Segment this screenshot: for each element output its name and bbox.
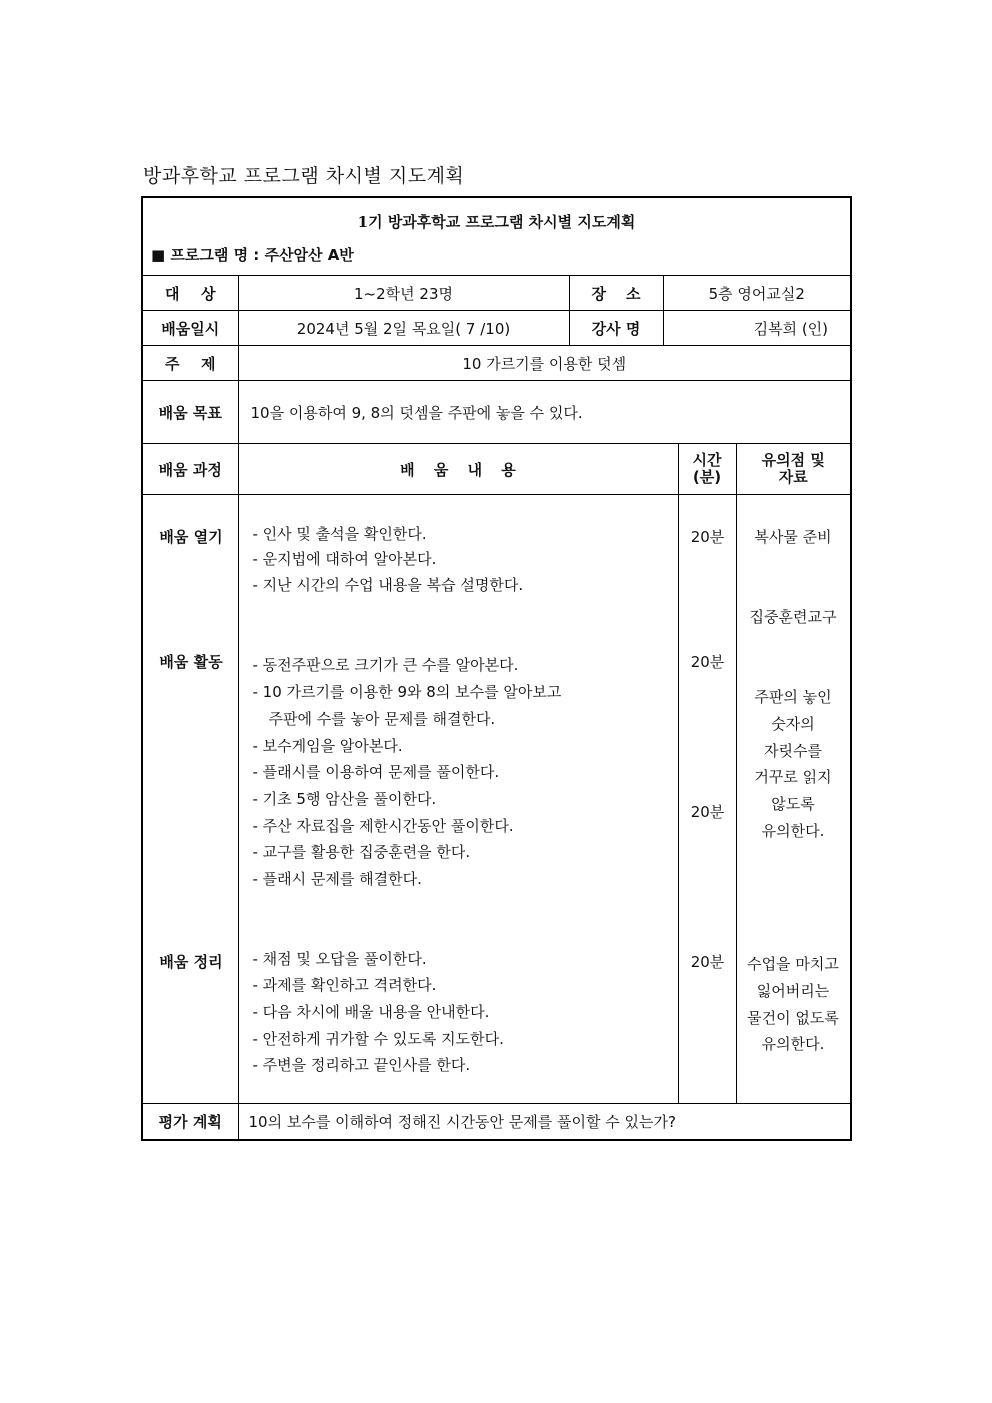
list-item: - 플래시 문제를 해결한다.: [252, 870, 422, 888]
time-activity-2: 20분: [690, 803, 725, 821]
place-value: 5층 영어교실2: [663, 276, 851, 311]
note-line: 물건이 없도록: [747, 1009, 839, 1027]
note-line: 유의한다.: [761, 822, 825, 840]
time-column: [678, 495, 736, 1104]
list-item: - 운지법에 대하여 알아본다.: [252, 550, 437, 568]
target-label: 대 상: [142, 276, 238, 311]
list-item: - 교구를 활용한 집중훈련을 한다.: [252, 843, 471, 861]
list-item: - 플래시를 이용하여 문제를 풀이한다.: [252, 763, 500, 781]
list-item: - 10 가르기를 이용한 9와 8의 보수를 알아보고: [252, 683, 562, 701]
note-line: 거꾸로 읽지: [754, 768, 832, 786]
document-heading: 방과후학교 프로그램 차시별 지도계획: [143, 165, 465, 187]
time-activity: 20분: [690, 653, 725, 671]
eval-label: 평가 계획: [142, 1104, 238, 1141]
time-header-line2: (분): [692, 468, 722, 486]
goal-value: 10을 이용하여 9, 8의 덧셈을 주판에 놓을 수 있다.: [238, 381, 851, 444]
list-item: - 안전하게 귀가할 수 있도록 지도한다.: [252, 1030, 504, 1048]
note-line: 주판의 놓인: [754, 688, 832, 706]
time-open: 20분: [690, 528, 725, 546]
topic-value: 10 가르기를 이용한 덧셈: [238, 346, 851, 381]
time-header-line1: 시간: [692, 451, 722, 469]
date-label: 배움일시: [142, 311, 238, 346]
topic-label: 주 제: [142, 346, 238, 381]
list-item: - 주산 자료집을 제한시간동안 풀이한다.: [252, 817, 514, 835]
phase-label-wrap: 배움 정리: [159, 953, 223, 971]
note-line: 않도록: [771, 795, 815, 813]
teacher-label: 강사 명: [569, 311, 663, 346]
list-item: 주판에 수를 놓아 문제를 해결한다.: [268, 710, 496, 728]
table-title: 1기 방과후학교 프로그램 차시별 지도계획: [142, 197, 851, 244]
content-header: 배 움 내 용: [238, 444, 678, 495]
note-line: 수업을 마치고: [747, 955, 839, 973]
target-value: 1~2학년 23명: [238, 276, 569, 311]
list-item: - 다음 차시에 배울 내용을 안내한다.: [252, 1003, 490, 1021]
phase-label-activity: 배움 활동: [159, 653, 223, 671]
list-item: - 채점 및 오답을 풀이한다.: [252, 950, 427, 968]
note-line: 유의한다.: [761, 1035, 825, 1053]
list-item: - 인사 및 출석을 확인한다.: [252, 525, 427, 543]
notes-header-line2: 자료: [778, 468, 808, 486]
content-column: [238, 495, 678, 1104]
note-line: 복사물 준비: [754, 528, 832, 546]
place-label: 장 소: [569, 276, 663, 311]
process-column: [142, 495, 238, 1104]
list-item: - 보수게임을 알아본다.: [252, 737, 403, 755]
list-item: - 지난 시간의 수업 내용을 복습 설명한다.: [252, 576, 524, 594]
goal-label: 배움 목표: [142, 381, 238, 444]
notes-header: [736, 444, 851, 495]
list-item: - 기초 5행 암산을 풀이한다.: [252, 790, 437, 808]
time-wrap: 20분: [690, 953, 725, 971]
list-item: - 과제를 확인하고 격려한다.: [252, 976, 437, 994]
note-line: 숫자의: [771, 715, 815, 733]
eval-value: 10의 보수를 이해하여 정해진 시간동안 문제를 풀이할 수 있는가?: [238, 1104, 851, 1141]
teacher-value: 김복희 (인): [663, 311, 851, 346]
list-item: - 동전주판으로 크기가 큰 수를 알아본다.: [252, 656, 519, 674]
note-line: 잃어버리는: [756, 982, 830, 1000]
list-item: - 주변을 정리하고 끝인사를 한다.: [252, 1056, 471, 1074]
process-header: 배움 과정: [142, 444, 238, 495]
notes-column: [736, 495, 851, 1104]
program-name: ■ 프로그램 명 : 주산암산 A반: [142, 244, 851, 276]
note-line: 집중훈련교구: [749, 608, 837, 626]
notes-header-line1: 유의점 및: [761, 451, 825, 469]
note-line: 자릿수를: [764, 742, 822, 760]
date-value: 2024년 5월 2일 목요일( 7 /10): [238, 311, 569, 346]
time-header: [678, 444, 736, 495]
lesson-plan-table: [141, 196, 852, 1141]
phase-label-open: 배움 열기: [159, 528, 223, 546]
